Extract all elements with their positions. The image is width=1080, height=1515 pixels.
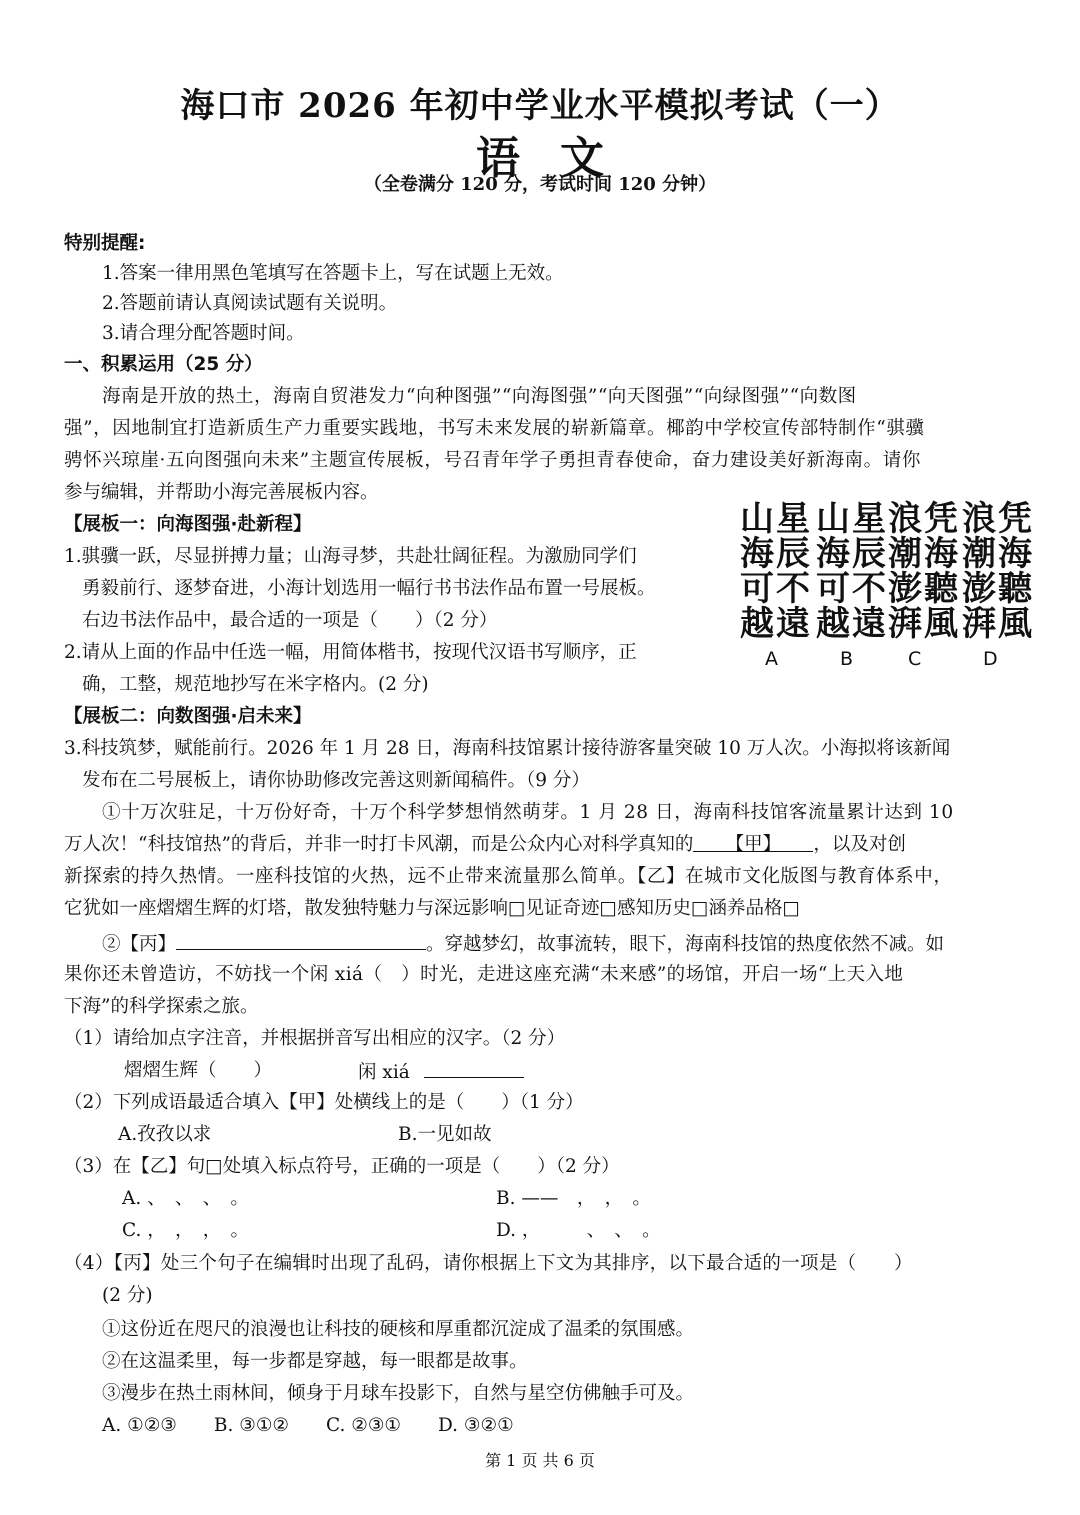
- sub3-option-b: B. —— ， ， 。: [496, 1188, 651, 1209]
- sub3-option-c: C. ， ， ， 。: [122, 1220, 250, 1241]
- option-label-d: D: [983, 648, 998, 670]
- q3-line-1: 3.科技筑梦，赋能前行。2026 年 1 月 28 日，海南科技馆累计接待游客量突破 10 万人次。小海拟将该新闻: [64, 738, 951, 759]
- sub1-pinyin-row: [358, 1059, 524, 1085]
- reminder-item-2: 2.答题前请认真阅读试题有关说明。: [102, 293, 398, 314]
- news-p2-line-2: 果你还未曾造访，不妨找一个闲 xiá（ ）时光，走进这座充满“未来感”的场馆，开启一场“上天入地: [64, 964, 904, 985]
- intro-line-1: 海南是开放的热土，海南自贸港发力“向种图强”“向海图强”“向天图强”“向绿图强”“向数图: [102, 386, 857, 407]
- section-heading: 一、积累运用（25 分）: [64, 354, 263, 375]
- q1-line-1: 1.骐骥一跃，尽显拼搏力量；山海寻梦，共赴壮阔征程。为激励同学们: [64, 546, 637, 567]
- calligraphy-column: 浪潮澎湃: [962, 499, 998, 644]
- q1-line-2: 勇毅前行、逐梦奋进，小海计划选用一幅行书书法作品布置一号展板。: [82, 578, 656, 599]
- reminder-heading: 特别提醒:: [64, 233, 146, 254]
- calligraphy-column: 星辰不遠: [776, 499, 812, 644]
- blank-xia: [424, 1059, 524, 1078]
- subject-title: 语文: [476, 133, 644, 184]
- news-p2-line-3: 下海”的科学探索之旅。: [64, 996, 259, 1017]
- panel1-heading: 【展板一：向海图强·赴新程】: [64, 514, 312, 535]
- sub1-word: 熠熠生辉（ ）: [124, 1060, 273, 1081]
- sub4-options: A. ①②③ B. ③①② C. ②③① D. ③②①: [102, 1415, 514, 1436]
- page-footer: 第 1 页 共 6 页: [485, 1451, 595, 1470]
- calligraphy-column: 星辰不遠: [852, 499, 888, 644]
- calligraphy-options: [740, 499, 1034, 672]
- option-label-b: B: [840, 648, 854, 670]
- calligraphy-column: 山海可越: [740, 499, 776, 644]
- blank-jia-label: 【甲】: [725, 834, 782, 855]
- calligraphy-column: 浪潮澎湃: [888, 499, 924, 644]
- calligraphy-column: 山海可越: [816, 499, 852, 644]
- sub4-sentence-1: ①这份近在咫尺的浪漫也让科技的硬核和厚重都沉淀成了温柔的氛围感。: [102, 1319, 695, 1340]
- sub4-sentence-3: ③漫步在热土雨林间，倾身于月球车投影下，自然与星空仿佛触手可及。: [102, 1383, 695, 1404]
- sub1-text: （1）请给加点字注音，并根据拼音写出相应的汉字。（2 分）: [64, 1028, 566, 1049]
- reminder-item-1: 1.答案一律用黑色笔填写在答题卡上，写在试题上无效。: [102, 263, 564, 284]
- sub1-pinyin: 闲 xiá: [358, 1062, 410, 1083]
- sub3-option-a: A. 、 、 、 。: [122, 1188, 249, 1209]
- sub3-text: （3）在【乙】句□处填入标点符号，正确的一项是（ ）（2 分）: [64, 1156, 620, 1177]
- sub4-score: (2 分): [102, 1285, 153, 1306]
- blank-bing: [176, 931, 426, 950]
- news-p1-text-a: 万人次！“科技馆热”的背后，并非一时打卡风潮，而是公众内心对科学真知的: [64, 834, 694, 855]
- intro-line-2: 强”，因地制宜打造新质生产力重要实践地，书写未来发展的崭新篇章。椰韵中学校宣传部特制作“骐骥: [64, 418, 925, 439]
- panel2-heading: 【展板二：向数图强·启未来】: [64, 706, 312, 727]
- news-p1-text-b: ，以及对创: [813, 834, 906, 855]
- q3-line-2: 发布在二号展板上，请你协助修改完善这则新闻稿件。（9 分）: [82, 770, 590, 791]
- news-p1-line-2: [64, 833, 906, 857]
- calligraphy-column: 凭海聽風: [998, 499, 1034, 644]
- intro-line-3: 骋怀兴琼崖·五向图强向未来”主题宣传展板，号召青年学子勇担青春使命，奋力建设美好新海南。请你: [64, 450, 921, 471]
- sub2-text: （2）下列成语最适合填入【甲】处横线上的是（ ）（1 分）: [64, 1092, 584, 1113]
- news-p2-line-1: [102, 931, 944, 957]
- intro-line-4: 参与编辑，并帮助小海完善展板内容。: [64, 482, 379, 503]
- option-label-a: A: [765, 648, 778, 670]
- sub2-option-a: A.孜孜以求: [118, 1124, 212, 1145]
- sub4-sentence-2: ②在这温柔里，每一步都是穿越，每一眼都是故事。: [102, 1351, 528, 1372]
- sub2-option-b: B.一见如故: [398, 1124, 492, 1145]
- q2-line-2: 确，工整，规范地抄写在米字格内。(2 分): [82, 674, 429, 695]
- news-p1-line-3: 新探索的持久热情。一座科技馆的火热，远不止带来流量那么简单。【乙】在城市文化版图与教育体系中，: [64, 866, 953, 887]
- sub4-text: （4）【丙】处三个句子在编辑时出现了乱码，请你根据上下文为其排序，以下最合适的一项是（ ）: [64, 1253, 913, 1274]
- news-p2-bing: ②【丙】: [102, 934, 177, 955]
- q1-line-3: 右边书法作品中，最合适的一项是（ ）（2 分）: [82, 610, 498, 631]
- exam-title: 海口市 2026 年初中学业水平模拟考试（一）: [180, 86, 900, 126]
- news-p2-text: 。穿越梦幻，故事流转，眼下，海南科技馆的热度依然不减。如: [426, 934, 945, 955]
- sub3-option-d: D. ， 、 、 。: [496, 1220, 661, 1241]
- q2-line-1: 2.请从上面的作品中任选一幅，用简体楷书，按现代汉语书写顺序，正: [64, 642, 637, 663]
- calligraphy-column: 凭海聽風: [924, 499, 960, 644]
- news-p1-line-4: 它犹如一座熠熠生辉的灯塔，散发独特魅力与深远影响□见证奇迹□感知历史□涵养品格□: [64, 898, 800, 919]
- blank-jia: [693, 833, 813, 855]
- exam-info: （全卷满分 120 分，考试时间 120 分钟）: [363, 174, 717, 195]
- news-p1-line-1: ①十万次驻足，十万份好奇，十万个科学梦想悄然萌芽。1 月 28 日，海南科技馆客流量累计达到 10: [102, 802, 954, 823]
- option-label-c: C: [908, 648, 922, 670]
- reminder-item-3: 3.请合理分配答题时间。: [102, 323, 305, 344]
